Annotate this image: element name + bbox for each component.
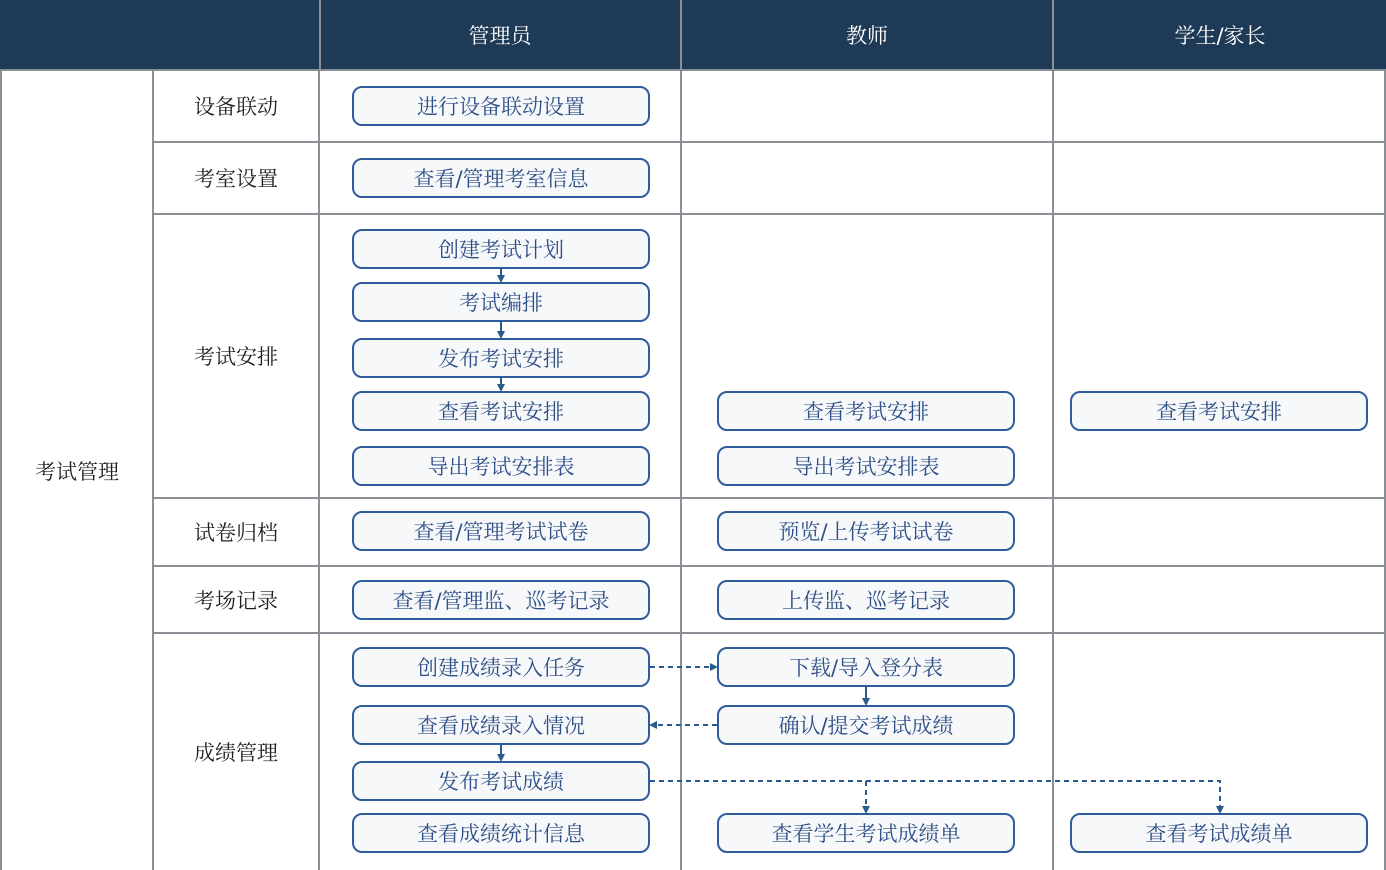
- create-score-task-button[interactable]: 创建成绩录入任务: [352, 647, 650, 687]
- row-label-record: 考场记录: [194, 588, 278, 613]
- grid-line: [152, 632, 1386, 634]
- student-view-scores-button[interactable]: 查看考试成绩单: [1070, 813, 1368, 853]
- admin-view-schedule-button[interactable]: 查看考试安排: [352, 391, 650, 431]
- view-student-scores-button[interactable]: 查看学生考试成绩单: [717, 813, 1015, 853]
- create-exam-plan-button[interactable]: 创建考试计划: [352, 229, 650, 269]
- paper-upload-button[interactable]: 预览/上传考试试卷: [717, 511, 1015, 551]
- header-teacher: 教师: [682, 0, 1052, 69]
- paper-manage-button[interactable]: 查看/管理考试试卷: [352, 511, 650, 551]
- header-student-parent: 学生/家长: [1054, 0, 1386, 69]
- confirm-submit-score-button[interactable]: 确认/提交考试成绩: [717, 705, 1015, 745]
- header-divider: [1052, 0, 1054, 69]
- view-score-entry-button[interactable]: 查看成绩录入情况: [352, 705, 650, 745]
- grid-line: [680, 69, 682, 870]
- header-admin: 管理员: [320, 0, 680, 69]
- record-manage-button[interactable]: 查看/管理监、巡考记录: [352, 580, 650, 620]
- student-view-schedule-button[interactable]: 查看考试安排: [1070, 391, 1368, 431]
- record-upload-button[interactable]: 上传监、巡考记录: [717, 580, 1015, 620]
- row-label-device: 设备联动: [194, 95, 278, 119]
- grid-line: [152, 213, 1386, 215]
- row-label-score: 成绩管理: [194, 741, 278, 765]
- device-setup-button[interactable]: 进行设备联动设置: [352, 86, 650, 126]
- row-label-paper: 试卷归档: [194, 521, 278, 545]
- grid-line: [152, 497, 1386, 499]
- grid-line: [152, 141, 1386, 143]
- row-label-schedule: 考试安排: [194, 345, 278, 369]
- grid-line: [1052, 69, 1054, 870]
- admin-export-schedule-button[interactable]: 导出考试安排表: [352, 446, 650, 486]
- publish-schedule-button[interactable]: 发布考试安排: [352, 338, 650, 378]
- teacher-view-schedule-button[interactable]: 查看考试安排: [717, 391, 1015, 431]
- module-label: 考试管理: [35, 459, 119, 484]
- download-import-score-sheet-button[interactable]: 下载/导入登分表: [717, 647, 1015, 687]
- arrow-publish-score-branch: [650, 781, 1220, 812]
- header-divider: [319, 0, 321, 69]
- header-blank-cell: [0, 0, 319, 69]
- view-score-stats-button[interactable]: 查看成绩统计信息: [352, 813, 650, 853]
- room-manage-button[interactable]: 查看/管理考室信息: [352, 158, 650, 198]
- grid-line: [152, 565, 1386, 567]
- exam-arrange-button[interactable]: 考试编排: [352, 282, 650, 322]
- header-divider: [680, 0, 682, 69]
- teacher-export-schedule-button[interactable]: 导出考试安排表: [717, 446, 1015, 486]
- grid-line: [318, 69, 320, 870]
- row-label-room: 考室设置: [194, 167, 278, 191]
- publish-score-button[interactable]: 发布考试成绩: [352, 761, 650, 801]
